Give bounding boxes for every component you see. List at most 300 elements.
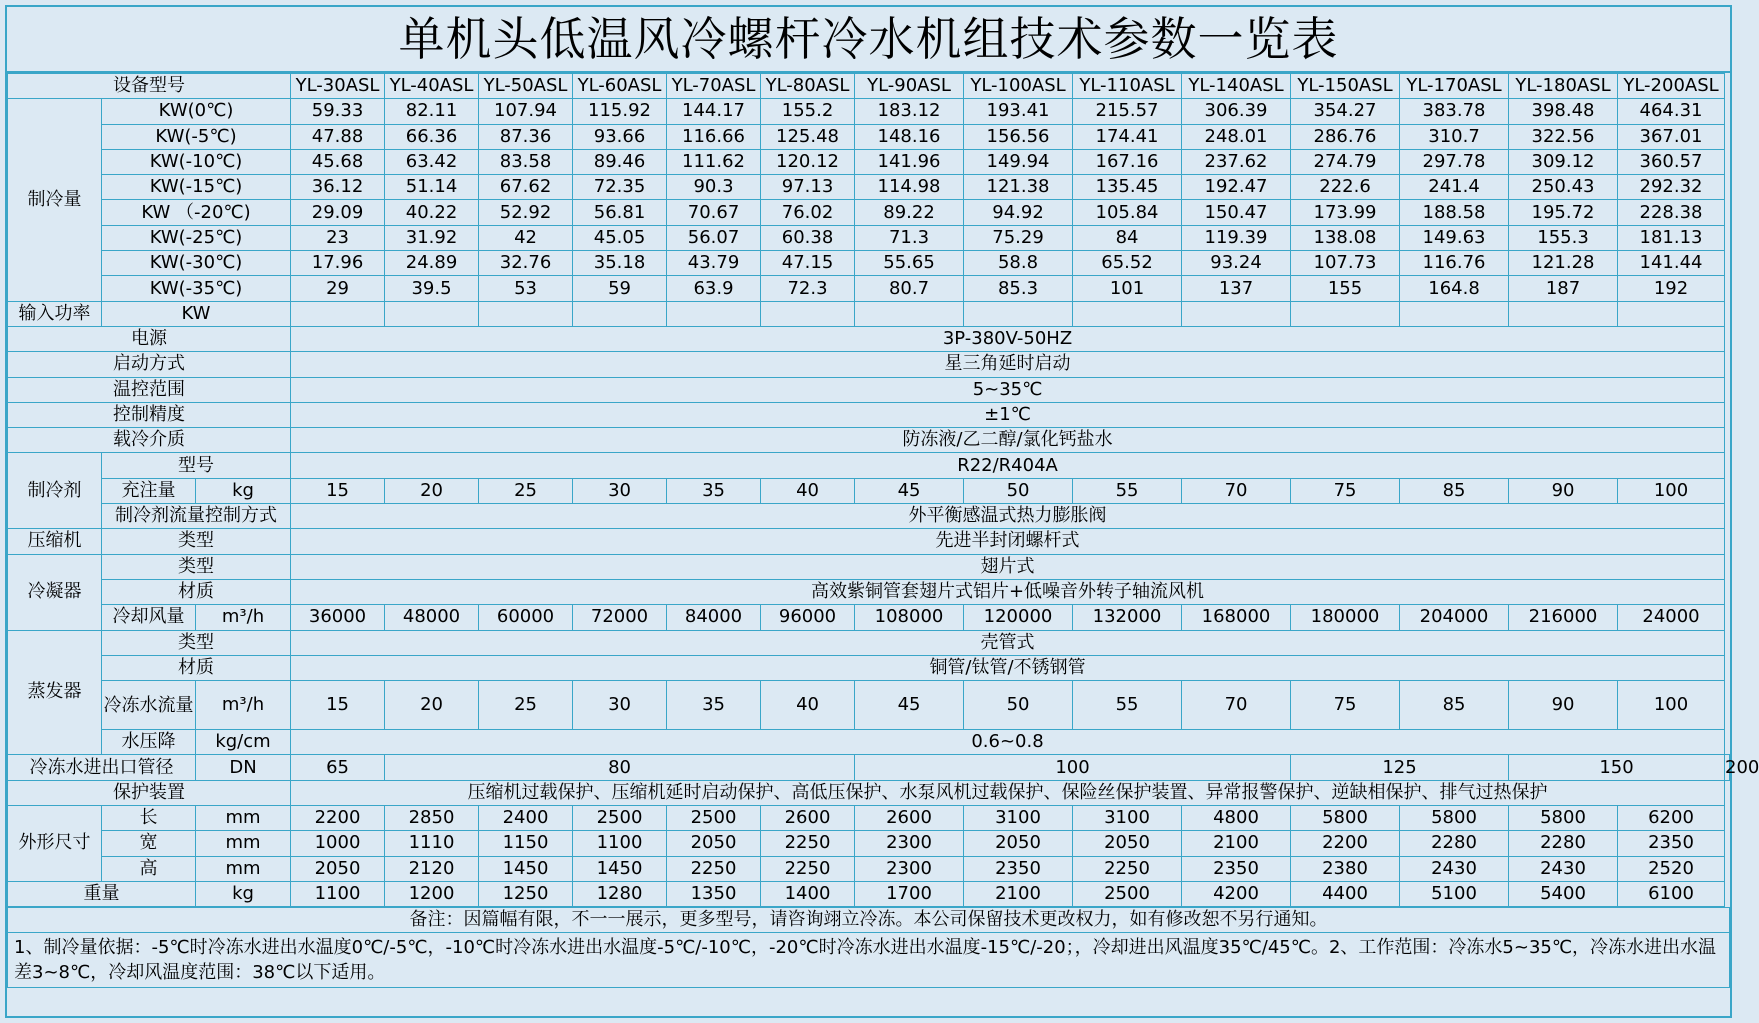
cooling-value: 51.14: [385, 175, 479, 200]
cooling-value: 97.13: [761, 175, 855, 200]
dimension-value: 3100: [964, 806, 1073, 831]
row-value: 高效紫铜管套翅片式铝片+低噪音外转子轴流风机: [291, 579, 1725, 604]
power-supply-row: [8, 326, 1730, 351]
row-label: KW(0℃): [102, 99, 291, 124]
cooling-value: 58.8: [964, 251, 1073, 276]
row-value: 5~35℃: [291, 377, 1725, 402]
pipe-row: [8, 755, 1730, 780]
cooling-value: 43.79: [667, 251, 761, 276]
cooling-value: 29.09: [291, 200, 385, 225]
dimension-value: 2850: [385, 806, 479, 831]
model-header: YL-180ASL: [1509, 74, 1618, 99]
row-label: KW （-20℃): [102, 200, 291, 225]
cooling-value: 292.32: [1618, 175, 1725, 200]
dimension-value: 2350: [1618, 831, 1725, 856]
cooling-value: 150.47: [1182, 200, 1291, 225]
flow-value: 100: [1618, 681, 1725, 730]
air-value: 84000: [667, 605, 761, 630]
row-value: 壳管式: [291, 630, 1725, 655]
evaporator-type-row: [8, 630, 1730, 655]
weight-value: 1100: [291, 881, 385, 906]
weight-value: 6100: [1618, 881, 1725, 906]
row-label: KW(-10℃): [102, 149, 291, 174]
flow-value: 55: [1073, 681, 1182, 730]
charge-value: 70: [1182, 478, 1291, 503]
cooling-value: 67.62: [479, 175, 573, 200]
cooling-value: 23: [291, 225, 385, 250]
cooling-row: [8, 175, 1730, 200]
cooling-value: 250.43: [1509, 175, 1618, 200]
cooling-value: 322.56: [1509, 124, 1618, 149]
dimension-value: 1110: [385, 831, 479, 856]
row-label: 启动方式: [8, 352, 291, 377]
model-header: YL-170ASL: [1400, 74, 1509, 99]
cooling-value: 360.57: [1618, 149, 1725, 174]
charge-value: 25: [479, 478, 573, 503]
row-value: 先进半封闭螺杆式: [291, 529, 1725, 554]
cooling-value: 29: [291, 276, 385, 301]
cooling-value: 310.7: [1400, 124, 1509, 149]
model-header: YL-140ASL: [1182, 74, 1291, 99]
model-header: YL-150ASL: [1291, 74, 1400, 99]
unit-label: KW: [102, 301, 291, 326]
model-header: YL-70ASL: [667, 74, 761, 99]
weight-value: 2100: [964, 881, 1073, 906]
dimension-value: 2600: [855, 806, 964, 831]
row-label: KW(-5℃): [102, 124, 291, 149]
section-label: 外形尺寸: [8, 806, 102, 882]
row-value: 防冻液/乙二醇/氯化钙盐水: [291, 428, 1725, 453]
row-label: KW(-15℃): [102, 175, 291, 200]
pipe-value: 125: [1291, 755, 1509, 780]
empty-cell: [1618, 301, 1725, 326]
cooling-value: 39.5: [385, 276, 479, 301]
cooling-value: 47.15: [761, 251, 855, 276]
model-header: YL-200ASL: [1618, 74, 1725, 99]
dimension-value: 1100: [573, 831, 667, 856]
unit-label: m³/h: [196, 605, 291, 630]
cooling-value: 89.22: [855, 200, 964, 225]
row-label: KW(-35℃): [102, 276, 291, 301]
condenser-material-row: [8, 579, 1730, 604]
cooling-value: 155: [1291, 276, 1400, 301]
empty-cell: [385, 301, 479, 326]
dimension-value: 1450: [479, 856, 573, 881]
row-label: 冷冻水进出口管径: [8, 755, 196, 780]
weight-row: [8, 881, 1730, 906]
section-label: 冷凝器: [8, 554, 102, 630]
dimension-value: 5800: [1291, 806, 1400, 831]
cooling-value: 137: [1182, 276, 1291, 301]
cooling-value: 164.8: [1400, 276, 1509, 301]
cooling-value: 94.92: [964, 200, 1073, 225]
cooling-value: 83.58: [479, 149, 573, 174]
cooling-value: 47.88: [291, 124, 385, 149]
cooling-value: 187: [1509, 276, 1618, 301]
cooling-value: 173.99: [1291, 200, 1400, 225]
model-header: YL-90ASL: [855, 74, 964, 99]
charge-value: 30: [573, 478, 667, 503]
cooling-value: 59: [573, 276, 667, 301]
row-label: 制冷剂流量控制方式: [102, 504, 291, 529]
section-label: 制冷量: [8, 99, 102, 301]
dimension-value: 2050: [964, 831, 1073, 856]
dimension-value: 2400: [479, 806, 573, 831]
dimension-value: 2430: [1509, 856, 1618, 881]
cooling-value: 107.94: [479, 99, 573, 124]
cooling-value: 237.62: [1182, 149, 1291, 174]
cooling-value: 120.12: [761, 149, 855, 174]
row-label: 温控范围: [8, 377, 291, 402]
dimension-value: 4800: [1182, 806, 1291, 831]
dimension-value: 2600: [761, 806, 855, 831]
row-label: KW(-30℃): [102, 251, 291, 276]
charge-value: 85: [1400, 478, 1509, 503]
cooling-value: 306.39: [1182, 99, 1291, 124]
unit-label: m³/h: [196, 681, 291, 730]
cooling-value: 56.07: [667, 225, 761, 250]
row-label: 材质: [102, 579, 291, 604]
dimension-value: 1000: [291, 831, 385, 856]
row-label: 类型: [102, 630, 291, 655]
cooling-value: 63.9: [667, 276, 761, 301]
cooling-value: 87.36: [479, 124, 573, 149]
cooling-value: 192: [1618, 276, 1725, 301]
page-title: 单机头低温风冷螺杆冷水机组技术参数一览表: [7, 7, 1730, 73]
input-power-row: [8, 301, 1730, 326]
charge-value: 55: [1073, 478, 1182, 503]
model-header: YL-40ASL: [385, 74, 479, 99]
cooling-value: 45.05: [573, 225, 667, 250]
cooling-value: 71.3: [855, 225, 964, 250]
temp-range-row: [8, 377, 1730, 402]
flow-value: 75: [1291, 681, 1400, 730]
flow-value: 15: [291, 681, 385, 730]
flow-value: 25: [479, 681, 573, 730]
refrigerant-flow-row: [8, 504, 1730, 529]
dimension-value: 2500: [667, 806, 761, 831]
cooling-value: 31.92: [385, 225, 479, 250]
row-value: 铜管/钛管/不锈钢管: [291, 655, 1725, 680]
flow-value: 45: [855, 681, 964, 730]
refrigerant-charge-row: [8, 478, 1730, 503]
air-value: 24000: [1618, 605, 1725, 630]
unit-label: mm: [196, 856, 291, 881]
cooling-value: 149.63: [1400, 225, 1509, 250]
cooling-value: 66.36: [385, 124, 479, 149]
protection-row: [8, 780, 1730, 805]
precision-row: [8, 402, 1730, 427]
row-label: 长: [102, 806, 196, 831]
cooling-value: 107.73: [1291, 251, 1400, 276]
dimension-value: 2280: [1509, 831, 1618, 856]
cooling-value: 80.7: [855, 276, 964, 301]
flow-value: 70: [1182, 681, 1291, 730]
air-value: 216000: [1509, 605, 1618, 630]
air-value: 108000: [855, 605, 964, 630]
weight-value: 1200: [385, 881, 479, 906]
air-value: 168000: [1182, 605, 1291, 630]
cooling-value: 90.3: [667, 175, 761, 200]
dimension-value: 2250: [667, 856, 761, 881]
dimension-value: 5800: [1509, 806, 1618, 831]
remark-text: 备注：因篇幅有限，不一一展示，更多型号，请咨询翊立冷冻。本公司保留技术更改权力，如有修改恕不另行通知。: [8, 908, 1730, 933]
spec-sheet: [5, 5, 1759, 1018]
row-value: 外平衡感温式热力膨胀阀: [291, 504, 1725, 529]
row-value: R22/R404A: [291, 453, 1725, 478]
section-label: 蒸发器: [8, 630, 102, 755]
cooling-value: 144.17: [667, 99, 761, 124]
medium-row: [8, 428, 1730, 453]
empty-cell: [1291, 301, 1400, 326]
dimension-value: 6200: [1618, 806, 1725, 831]
cooling-value: 72.3: [761, 276, 855, 301]
unit-label: kg: [196, 881, 291, 906]
cooling-value: 116.76: [1400, 251, 1509, 276]
start-mode-row: [8, 352, 1730, 377]
model-header: YL-80ASL: [761, 74, 855, 99]
cooling-value: 174.41: [1073, 124, 1182, 149]
cooling-value: 93.24: [1182, 251, 1291, 276]
empty-cell: [1400, 301, 1509, 326]
unit-label: DN: [196, 755, 291, 780]
empty-cell: [479, 301, 573, 326]
row-label: 材质: [102, 655, 291, 680]
dimension-value: 2250: [761, 831, 855, 856]
dimension-value: 2100: [1182, 831, 1291, 856]
weight-value: 1700: [855, 881, 964, 906]
cooling-value: 125.48: [761, 124, 855, 149]
dimension-row: [8, 831, 1730, 856]
weight-value: 2500: [1073, 881, 1182, 906]
cooling-value: 354.27: [1291, 99, 1400, 124]
cooling-value: 63.42: [385, 149, 479, 174]
dimension-value: 2500: [573, 806, 667, 831]
compressor-row: [8, 529, 1730, 554]
dimension-value: 2350: [964, 856, 1073, 881]
header-label: 设备型号: [8, 74, 291, 99]
cooling-value: 72.35: [573, 175, 667, 200]
cooling-row: [8, 99, 1730, 124]
footnote-text: 1、制冷量依据：-5℃时冷冻水进出水温度0℃/-5℃，-10℃时冷冻水进出水温度-5℃/-10℃，-20℃时冷冻水进出水温度-15℃/-20；，冷却进出风温度35℃/45℃。2、工作范围：冷冻水5~35℃，冷冻水进出水温差3~8℃，冷却风温度范围：38℃以下适用。: [8, 933, 1730, 988]
model-header: YL-60ASL: [573, 74, 667, 99]
cooling-value: 286.76: [1291, 124, 1400, 149]
cooling-value: 367.01: [1618, 124, 1725, 149]
empty-cell: [1073, 301, 1182, 326]
model-header: YL-100ASL: [964, 74, 1073, 99]
unit-label: kg/cm: [196, 730, 291, 755]
pipe-value: 65: [291, 755, 385, 780]
cooling-row: [8, 200, 1730, 225]
air-value: 120000: [964, 605, 1073, 630]
cooling-value: 24.89: [385, 251, 479, 276]
header-row: [8, 74, 1730, 99]
evaporator-flow-row: [8, 681, 1730, 730]
weight-value: 5100: [1400, 881, 1509, 906]
cooling-value: 70.67: [667, 200, 761, 225]
cooling-value: 248.01: [1182, 124, 1291, 149]
cooling-value: 45.68: [291, 149, 385, 174]
charge-value: 75: [1291, 478, 1400, 503]
cooling-value: 195.72: [1509, 200, 1618, 225]
cooling-value: 75.29: [964, 225, 1073, 250]
cooling-value: 84: [1073, 225, 1182, 250]
flow-value: 30: [573, 681, 667, 730]
row-label: 控制精度: [8, 402, 291, 427]
row-label: 类型: [102, 529, 291, 554]
flow-value: 90: [1509, 681, 1618, 730]
charge-value: 100: [1618, 478, 1725, 503]
cooling-value: 138.08: [1291, 225, 1400, 250]
cooling-value: 141.44: [1618, 251, 1725, 276]
cooling-value: 222.6: [1291, 175, 1400, 200]
charge-value: 40: [761, 478, 855, 503]
empty-cell: [964, 301, 1073, 326]
dimension-value: 2050: [291, 856, 385, 881]
empty-cell: [667, 301, 761, 326]
evaporator-material-row: [8, 655, 1730, 680]
section-label: 制冷剂: [8, 453, 102, 529]
row-value: 星三角延时启动: [291, 352, 1725, 377]
cooling-value: 148.16: [855, 124, 964, 149]
air-value: 48000: [385, 605, 479, 630]
charge-value: 15: [291, 478, 385, 503]
air-value: 36000: [291, 605, 385, 630]
dimension-value: 2430: [1400, 856, 1509, 881]
flow-value: 20: [385, 681, 479, 730]
row-label: 高: [102, 856, 196, 881]
empty-cell: [291, 301, 385, 326]
dimension-value: 2050: [667, 831, 761, 856]
row-value: ±1℃: [291, 402, 1725, 427]
cooling-value: 111.62: [667, 149, 761, 174]
dimension-value: 5800: [1400, 806, 1509, 831]
row-label: 水压降: [102, 730, 196, 755]
dimension-value: 2350: [1182, 856, 1291, 881]
cooling-value: 156.56: [964, 124, 1073, 149]
cooling-row: [8, 124, 1730, 149]
cooling-value: 188.58: [1400, 200, 1509, 225]
cooling-value: 241.4: [1400, 175, 1509, 200]
row-label: 载冷介质: [8, 428, 291, 453]
flow-value: 50: [964, 681, 1073, 730]
cooling-value: 40.22: [385, 200, 479, 225]
dimension-value: 2380: [1291, 856, 1400, 881]
dimension-value: 1150: [479, 831, 573, 856]
cooling-value: 35.18: [573, 251, 667, 276]
row-label: 冷却风量: [102, 605, 196, 630]
dimension-value: 2200: [291, 806, 385, 831]
air-value: 96000: [761, 605, 855, 630]
cooling-row: [8, 149, 1730, 174]
row-label: 重量: [8, 881, 196, 906]
cooling-value: 116.66: [667, 124, 761, 149]
pipe-value: 100: [855, 755, 1291, 780]
air-value: 204000: [1400, 605, 1509, 630]
dimension-value: 2250: [1073, 856, 1182, 881]
cooling-value: 119.39: [1182, 225, 1291, 250]
cooling-value: 192.47: [1182, 175, 1291, 200]
cooling-value: 383.78: [1400, 99, 1509, 124]
row-label: 充注量: [102, 478, 196, 503]
charge-value: 90: [1509, 478, 1618, 503]
row-value: 0.6~0.8: [291, 730, 1725, 755]
cooling-value: 93.66: [573, 124, 667, 149]
cooling-row: [8, 251, 1730, 276]
cooling-value: 274.79: [1291, 149, 1400, 174]
empty-cell: [573, 301, 667, 326]
cooling-value: 121.28: [1509, 251, 1618, 276]
cooling-value: 17.96: [291, 251, 385, 276]
row-value: 翅片式: [291, 554, 1725, 579]
cooling-value: 135.45: [1073, 175, 1182, 200]
cooling-row: [8, 276, 1730, 301]
dimension-value: 2200: [1291, 831, 1400, 856]
row-label: 电源: [8, 326, 291, 351]
cooling-value: 82.11: [385, 99, 479, 124]
model-header: YL-50ASL: [479, 74, 573, 99]
unit-label: mm: [196, 831, 291, 856]
row-value: 压缩机过载保护、压缩机延时启动保护、高低压保护、水泵风机过载保护、保险丝保护装置、异常报警保护、逆缺相保护、排气过热保护: [291, 780, 1725, 805]
empty-cell: [855, 301, 964, 326]
condenser-air-row: [8, 605, 1730, 630]
empty-cell: [1509, 301, 1618, 326]
dimension-row: [8, 856, 1730, 881]
dimension-value: 3100: [1073, 806, 1182, 831]
condenser-type-row: [8, 554, 1730, 579]
dimension-value: 2250: [761, 856, 855, 881]
row-label: 输入功率: [8, 301, 102, 326]
dimension-value: 2050: [1073, 831, 1182, 856]
cooling-value: 309.12: [1509, 149, 1618, 174]
empty-cell: [1182, 301, 1291, 326]
dimension-value: 1450: [573, 856, 667, 881]
weight-value: 4200: [1182, 881, 1291, 906]
dimension-value: 2300: [855, 831, 964, 856]
cooling-value: 53: [479, 276, 573, 301]
row-label: 冷冻水流量: [102, 681, 196, 730]
cooling-value: 85.3: [964, 276, 1073, 301]
weight-value: 1250: [479, 881, 573, 906]
cooling-value: 76.02: [761, 200, 855, 225]
section-label: 压缩机: [8, 529, 102, 554]
cooling-value: 56.81: [573, 200, 667, 225]
dimension-value: 2520: [1618, 856, 1725, 881]
pipe-value: 200: [1725, 755, 1730, 780]
cooling-value: 114.98: [855, 175, 964, 200]
air-value: 132000: [1073, 605, 1182, 630]
air-value: 72000: [573, 605, 667, 630]
unit-label: mm: [196, 806, 291, 831]
cooling-row: [8, 225, 1730, 250]
flow-value: 35: [667, 681, 761, 730]
cooling-value: 52.92: [479, 200, 573, 225]
dimension-value: 2300: [855, 856, 964, 881]
notes-table: [7, 907, 1730, 988]
weight-value: 1350: [667, 881, 761, 906]
cooling-value: 155.2: [761, 99, 855, 124]
row-label: KW(-25℃): [102, 225, 291, 250]
cooling-value: 60.38: [761, 225, 855, 250]
cooling-value: 155.3: [1509, 225, 1618, 250]
row-label: 型号: [102, 453, 291, 478]
cooling-value: 215.57: [1073, 99, 1182, 124]
cooling-value: 183.12: [855, 99, 964, 124]
cooling-value: 167.16: [1073, 149, 1182, 174]
air-value: 60000: [479, 605, 573, 630]
air-value: 180000: [1291, 605, 1400, 630]
weight-value: 1400: [761, 881, 855, 906]
